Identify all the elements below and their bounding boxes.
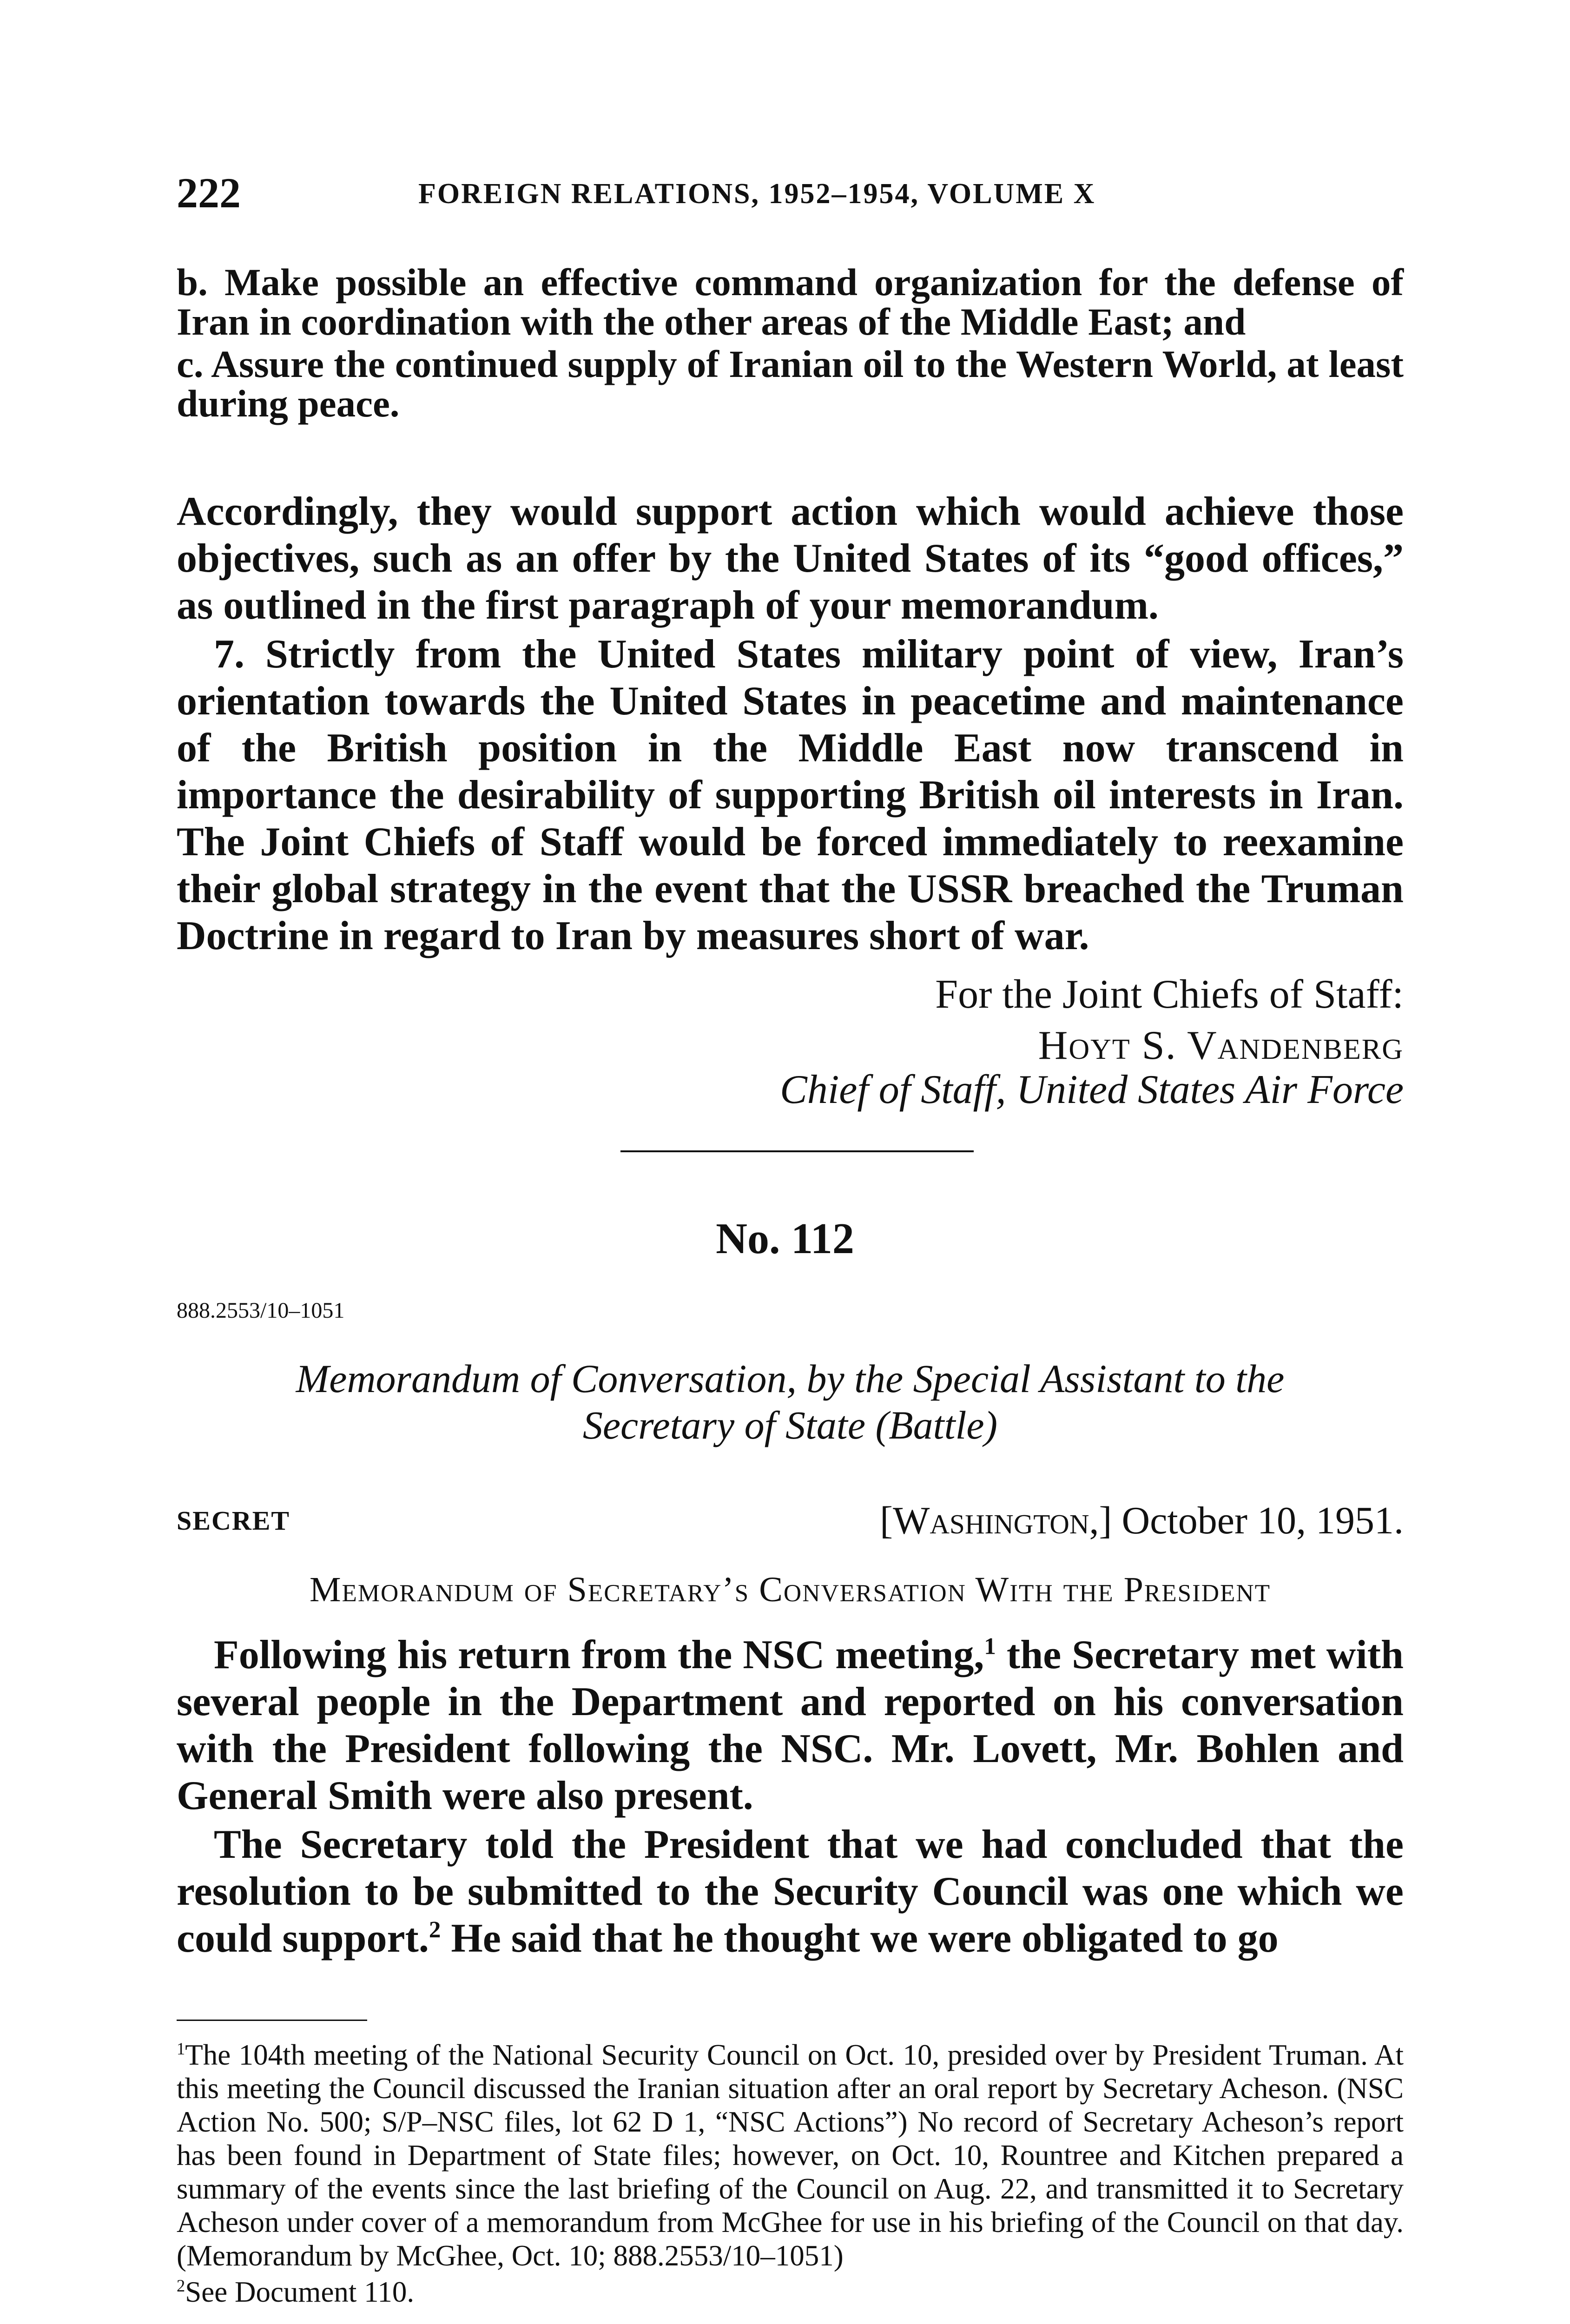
document-title-line-2: Secretary of State (Battle) [582,1403,998,1447]
dateline [880,1498,1404,1544]
objective-item-c: c. Assure the continued supply of Iranian oil to the Western World, at least during peace. [177,343,1404,425]
paragraph-7: 7. Strictly from the United States military point of view, Iran’s orientation towards the United States in peacetime and maintenance of the British position in the Middle East now transcend in importance the desirability of supporting British oil interests in Iran. The Joint Chiefs of Staff would be forced immediately to reexamine their global strategy in the event that the USSR breached the Truman Doctrine in regard to Iran by measures short of war. [177,632,1404,958]
page-number: 222 [177,169,241,217]
paragraph-accordingly: Accordingly, they would support action which would achieve those objectives, such as an offer by the United States of its “good offices,” as outlined in the first paragraph of your memorandum. [177,489,1404,628]
classification-marking: SECRET [177,1505,290,1536]
footnote-reference-2[interactable]: 2 [429,1917,441,1943]
footnote-reference-1[interactable]: 1 [984,1633,996,1660]
body-paragraphs-top [177,488,1404,959]
section-divider [620,1150,974,1152]
footnotes [177,2038,1404,2309]
memorandum-paragraph-1: Following his return from the NSC meeting,$^1$ the Secretary met with several people in the Department and reported on his conversation with the President following the NSC. Mr. Lovett, Mr. Bohlen and General Smith were also present. [177,1632,1404,1818]
objectives-list [177,263,1404,423]
footnote-2 [177,2275,1404,2309]
document-number: No. 112 [716,1215,854,1263]
objective-item-b: b. Make possible an effective command organization for the defense of Iran in coordination with the other areas of the Middle East; and [177,261,1404,343]
footnote-1 [177,2038,1404,2272]
running-head [177,165,1404,221]
memorandum-paragraph-2: The Secretary told the President that we had concluded that the resolution to be submitted to the Security Council was one which we could support.$^2$ He said that he thought we were obligated to go [177,1822,1404,1961]
running-title: FOREIGN RELATIONS, 1952–1954, VOLUME X [418,178,1096,210]
signature-name: Hoyt S. Vandenberg [1038,1023,1404,1068]
footnote-1-text: The 104th meeting of the National Security Council on Oct. 10, presided over by President Truman. At this meeting the Council discussed the Iranian situation after an oral report by Secretary Acheson. (NSC Action No. 500; S/P–NSC files, lot 62 D 1, “NSC Actions”) No record of Secretary Acheson’s report has been found in Department of State files; however, on Oct. 10, Rountree and Kitchen prepared a summary of the events since the last briefing of the Council on Aug. 22, and transmitted it to Secretary Acheson under cover of a memorandum from McGhee for use in his briefing of the Council on that day. (Memorandum by McGhee, Oct. 10; 888.2553/10–1051) [177,2039,1404,2272]
file-reference: 888.2553/10–1051 [177,1298,345,1323]
dateline-place: [Washington,] [880,1499,1112,1542]
signature-for-line: For the Joint Chiefs of Staff: [935,972,1404,1017]
signature-title: Chief of Staff, United States Air Force [780,1067,1404,1112]
footnote-marker-1: 1 [177,2039,185,2059]
memorandum-body [177,1631,1404,1962]
document-title-line-1: Memorandum of Conversation, by the Special Assistant to the [296,1356,1285,1401]
footnote-divider [177,2020,367,2021]
dateline-date: October 10, 1951. [1121,1499,1404,1542]
section-heading: Memorandum of Secretary’s Conversation With the President [309,1570,1271,1609]
footnote-marker-2: 2 [177,2276,185,2296]
footnote-2-text: See Document 110. [185,2276,415,2308]
